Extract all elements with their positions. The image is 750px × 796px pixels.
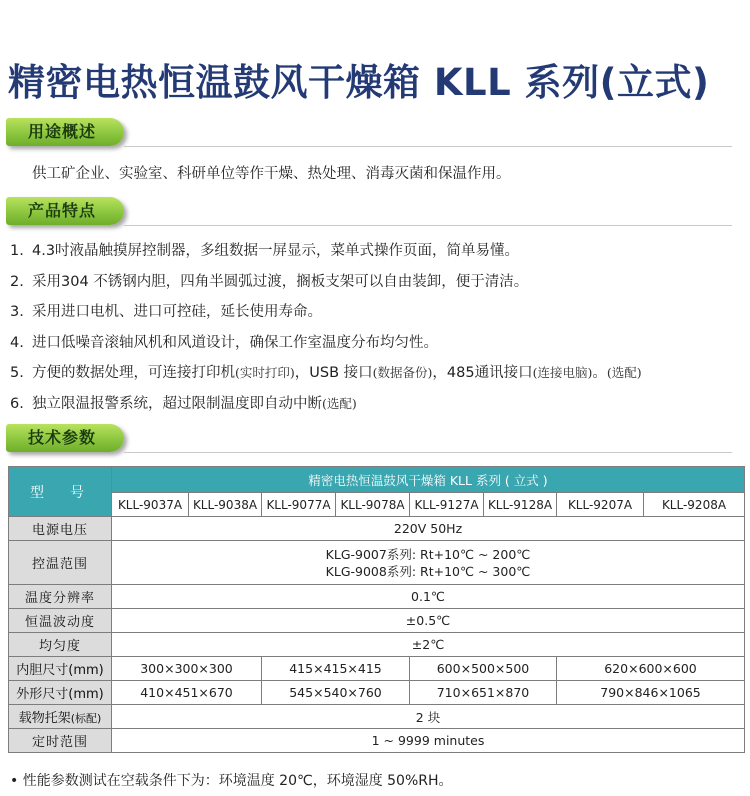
model-code-cell: KLL-9127A — [410, 493, 484, 517]
shelves-value: 2 块 — [112, 705, 745, 729]
feature-item: 2. 采用304 不锈钢内胆，四角半圆弧过渡，搁板支架可以自由装卸，便于清洁。 — [10, 273, 529, 290]
section-tab-usage: 用途概述 — [6, 118, 124, 146]
section-divider — [124, 452, 732, 453]
feature-item: 4. 进口低噪音滚轴风机和风道设计，确保工作室温度分布均匀性。 — [10, 334, 438, 351]
inner-size-value: 600×500×500 — [410, 657, 557, 681]
outer-size-value: 790×846×1065 — [557, 681, 745, 705]
model-label-cell: 型 号 — [9, 467, 112, 517]
inner-size-value: 415×415×415 — [262, 657, 410, 681]
resolution-value: 0.1℃ — [112, 585, 745, 609]
outer-size-value: 545×540×760 — [262, 681, 410, 705]
feature-item: 5. 方便的数据处理，可连接打印机(实时打印)，USB 接口(数据备份)，485通讯接口(连接电脑)。(选配) — [10, 365, 642, 382]
series-header-cell: 精密电热恒温鼓风干燥箱 KLL 系列 ( 立式 ) — [112, 467, 745, 493]
footnote: • 性能参数测试在空载条件下为：环境温度 20℃，环境湿度 50%RH。 — [10, 773, 453, 789]
model-code-cell: KLL-9208A — [644, 493, 745, 517]
row-label-resolution: 温度分辨率 — [9, 585, 112, 609]
inner-size-value: 300×300×300 — [112, 657, 262, 681]
feature-item: 6. 独立限温报警系统，超过限制温度即自动中断(选配) — [10, 395, 357, 412]
model-code-cell: KLL-9207A — [557, 493, 644, 517]
uniformity-value: ±2℃ — [112, 633, 745, 657]
usage-text: 供工矿企业、实验室、科研单位等作干燥、热处理、消毒灭菌和保温作用。 — [32, 166, 511, 182]
model-code-cell: KLL-9128A — [484, 493, 557, 517]
temp-range-line: KLG-9007系列: Rt+10℃ ~ 200℃ — [325, 546, 531, 562]
outer-size-value: 410×451×670 — [112, 681, 262, 705]
spec-table — [8, 466, 745, 753]
section-divider — [124, 225, 732, 226]
row-label-shelves — [9, 705, 112, 729]
model-code-cell: KLL-9038A — [189, 493, 262, 517]
model-code-cell: KLL-9078A — [336, 493, 410, 517]
shelves-label: 载物托架 — [18, 711, 71, 726]
model-code-cell: KLL-9037A — [112, 493, 189, 517]
feature-list — [10, 236, 745, 420]
shelves-label-note: (标配) — [70, 712, 102, 725]
row-label-uniformity: 均匀度 — [9, 633, 112, 657]
voltage-value: 220V 50Hz — [112, 517, 745, 541]
section-tab-features: 产品特点 — [6, 197, 124, 225]
temp-range-line: KLG-9008系列: Rt+10℃ ~ 300℃ — [325, 563, 531, 579]
feature-item: 3. 采用进口电机、进口可控硅，延长使用寿命。 — [10, 304, 322, 321]
row-label-voltage: 电源电压 — [9, 517, 112, 541]
row-label-fluctuation: 恒温波动度 — [9, 609, 112, 633]
outer-size-value: 710×651×870 — [410, 681, 557, 705]
inner-size-value: 620×600×600 — [557, 657, 745, 681]
fluctuation-value: ±0.5℃ — [112, 609, 745, 633]
section-tab-specs: 技术参数 — [6, 424, 124, 452]
section-divider — [124, 146, 732, 147]
row-label-inner-size: 内胆尺寸(mm) — [9, 657, 112, 681]
page-title: 精密电热恒温鼓风干燥箱 KLL 系列(立式) — [8, 61, 710, 104]
row-label-timer: 定时范围 — [9, 729, 112, 753]
temp-range-value — [112, 541, 745, 585]
feature-item: 1. 4.3吋液晶触摸屏控制器，多组数据一屏显示，菜单式操作页面，简单易懂。 — [10, 243, 520, 259]
row-label-temp-range: 控温范围 — [9, 541, 112, 585]
timer-value: 1 ~ 9999 minutes — [112, 729, 745, 753]
row-label-outer-size: 外形尺寸(mm) — [9, 681, 112, 705]
model-code-cell: KLL-9077A — [262, 493, 336, 517]
